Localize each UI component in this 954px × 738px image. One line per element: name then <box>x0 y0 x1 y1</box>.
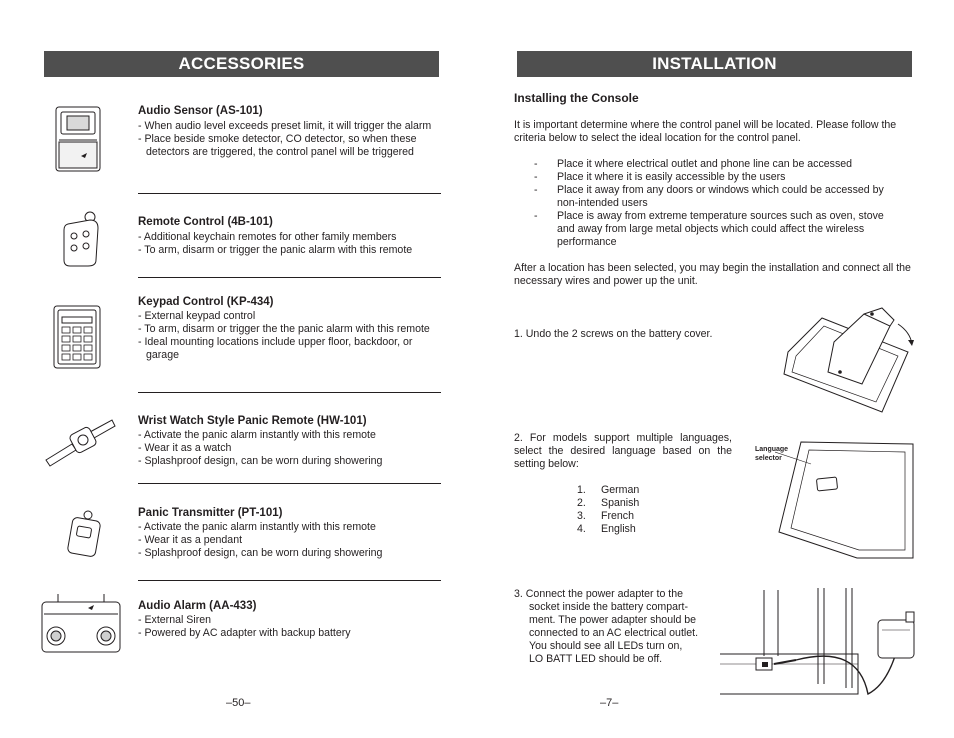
criteria-list <box>534 158 902 249</box>
item-title-keypad: Keypad Control (KP-434) <box>138 296 274 308</box>
list-item: - Place it where it is easily accessible by the users <box>534 171 786 183</box>
installation-banner: INSTALLATION <box>517 51 912 77</box>
item-title-panic-transmitter: Panic Transmitter (PT-101) <box>138 507 283 519</box>
list-item: 3. French <box>577 510 634 522</box>
item-desc-panic-transmitter: - Activate the panic alarm instantly with this remote - Wear it as a pendant - Splashproof design, can be worn during showering <box>138 521 383 559</box>
item-title-audio-alarm: Audio Alarm (AA-433) <box>138 600 257 612</box>
audio-alarm-illustration <box>40 592 122 654</box>
list-item: 4. English <box>577 523 636 535</box>
keypad-illustration <box>53 305 101 369</box>
language-selector-illustration <box>775 434 915 560</box>
page-number-left: –50– <box>226 697 251 709</box>
divider <box>138 483 441 484</box>
item-title-audio-sensor: Audio Sensor (AS-101) <box>138 105 263 117</box>
list-item: - Place it away from any doors or windows which could be accessed by non-intended users <box>534 184 884 209</box>
item-title-wrist-watch: Wrist Watch Style Panic Remote (HW-101) <box>138 415 367 427</box>
list-item: 2. Spanish <box>577 497 640 509</box>
list-item: - Place it where electrical outlet and phone line can be accessed <box>534 158 853 170</box>
divider <box>138 392 441 393</box>
step-2-text: 2. For models support multiple languages, select the desired language based on the setting below: <box>514 432 732 470</box>
step-3-text: 3. Connect the power adapter to the socket inside the battery compart-ment. The power adapter should be connected to an AC electrical outlet. You should see all LEDs turn on, LO BATT LED should be off. <box>514 588 699 665</box>
remote-control-illustration <box>60 210 104 268</box>
step-1-text: 1. Undo the 2 screws on the battery cover. <box>514 328 713 340</box>
intro-paragraph: It is important determine where the control panel will be located. Please follow the criteria below to select the ideal location for the control panel. <box>514 119 897 144</box>
list-item: - Place is away from extreme temperature sources such as oven, stove and away from large metal objects which could affect the wireless performance <box>534 210 884 248</box>
divider <box>138 277 441 278</box>
accessories-banner: ACCESSORIES <box>44 51 439 77</box>
panic-transmitter-illustration <box>64 509 104 557</box>
divider <box>138 580 441 581</box>
page-number-right: –7– <box>600 697 619 709</box>
language-selector-label: Language selector <box>755 446 789 462</box>
language-list <box>577 484 717 536</box>
item-title-remote-control: Remote Control (4B-101) <box>138 216 273 228</box>
item-desc-audio-alarm: - External Siren - Powered by AC adapter with backup battery <box>138 614 351 639</box>
item-desc-remote-control: - Additional keychain remotes for other family members - To arm, disarm or trigger the panic alarm with this remote <box>138 231 413 256</box>
wrist-watch-illustration <box>42 416 118 468</box>
section-heading: Installing the Console <box>514 91 639 105</box>
item-desc-audio-sensor: - When audio level exceeds preset limit, it will trigger the alarm - Place beside smoke detector, CO detector, so when these detectors are triggered, the control panel will be triggered <box>138 120 432 158</box>
audio-sensor-illustration <box>55 106 101 172</box>
item-desc-keypad: - External keypad control - To arm, disarm or trigger the the panic alarm with this remote - Ideal mounting locations include upper floor, backdoor, or garage <box>138 310 430 361</box>
power-adapter-illustration <box>718 584 922 698</box>
divider <box>138 193 441 194</box>
list-item: 1. German <box>577 484 640 496</box>
battery-cover-illustration <box>778 302 918 414</box>
after-paragraph: After a location has been selected, you may begin the installation and connect all the necessary wires and power up the unit. <box>514 262 911 287</box>
item-desc-wrist-watch: - Activate the panic alarm instantly with this remote - Wear it as a watch - Splashproof design, can be worn during showering <box>138 429 383 467</box>
